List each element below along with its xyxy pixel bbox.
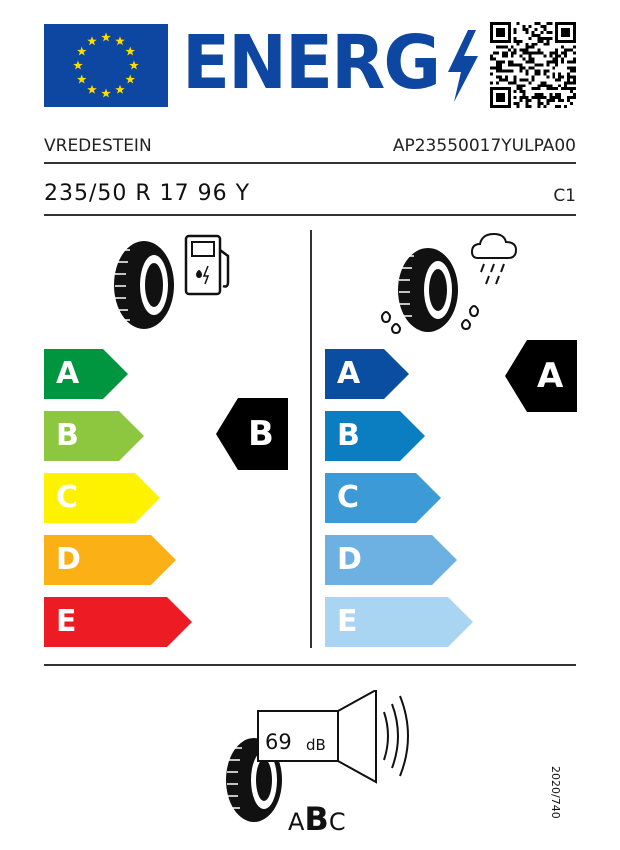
eu-flag-icon <box>44 24 168 107</box>
fuel-efficiency-rating-indicator <box>216 398 288 470</box>
wet-grip-bar-d <box>325 535 457 585</box>
noise-class-c: C <box>328 808 346 836</box>
wet-grip-bar-b <box>325 411 425 461</box>
noise-class-a: A <box>288 808 305 836</box>
wet-grip-rating-indicator <box>505 340 577 412</box>
type-identifier: AP23550017YULPA00 <box>392 136 576 156</box>
fuel-efficiency-bar-d <box>44 535 176 585</box>
wet-grip-bar-c <box>325 473 441 523</box>
tyre-class: C1 <box>553 186 576 206</box>
noise-value: 69 <box>265 730 292 754</box>
noise-class-scale <box>288 800 346 838</box>
wet-grip-bar-label: A <box>337 356 361 391</box>
fuel-efficiency-bar-label: A <box>56 356 80 391</box>
wet-grip-bar-e <box>325 597 473 647</box>
wet-grip-rating: A <box>537 356 564 396</box>
divider <box>44 162 576 164</box>
energy-title: ENERG <box>182 20 440 106</box>
wet-grip-bar-label: D <box>337 542 362 577</box>
fuel-efficiency-rating: B <box>248 414 274 454</box>
wet-grip-bar-a <box>325 349 409 399</box>
rain-cloud-tyre-icon <box>376 230 536 335</box>
fuel-efficiency-bar-c <box>44 473 160 523</box>
divider <box>44 664 576 666</box>
divider <box>44 214 576 216</box>
qr-code-icon <box>490 22 576 108</box>
fuel-efficiency-bar-e <box>44 597 192 647</box>
fuel-efficiency-bar-label: E <box>56 604 77 639</box>
tyre-size-designation: 235/50 R 17 96 Y <box>44 181 251 206</box>
wet-grip-bar-label: C <box>337 480 360 515</box>
fuel-efficiency-bar-label: D <box>56 542 81 577</box>
fuel-efficiency-bar-b <box>44 411 144 461</box>
supplier-name: VREDESTEIN <box>44 136 152 156</box>
lightning-bolt-icon <box>446 30 480 102</box>
noise-class-b: B <box>304 800 329 838</box>
divider-vertical <box>310 230 312 648</box>
wet-grip-bar-label: B <box>337 418 360 453</box>
fuel-efficiency-bar-label: B <box>56 418 79 453</box>
fuel-pump-tyre-icon <box>106 230 236 335</box>
regulation-number: 2020/740 <box>549 766 562 819</box>
noise-unit: dB <box>306 736 326 754</box>
fuel-efficiency-bar-a <box>44 349 128 399</box>
wet-grip-bar-label: E <box>337 604 358 639</box>
fuel-efficiency-bar-label: C <box>56 480 79 515</box>
